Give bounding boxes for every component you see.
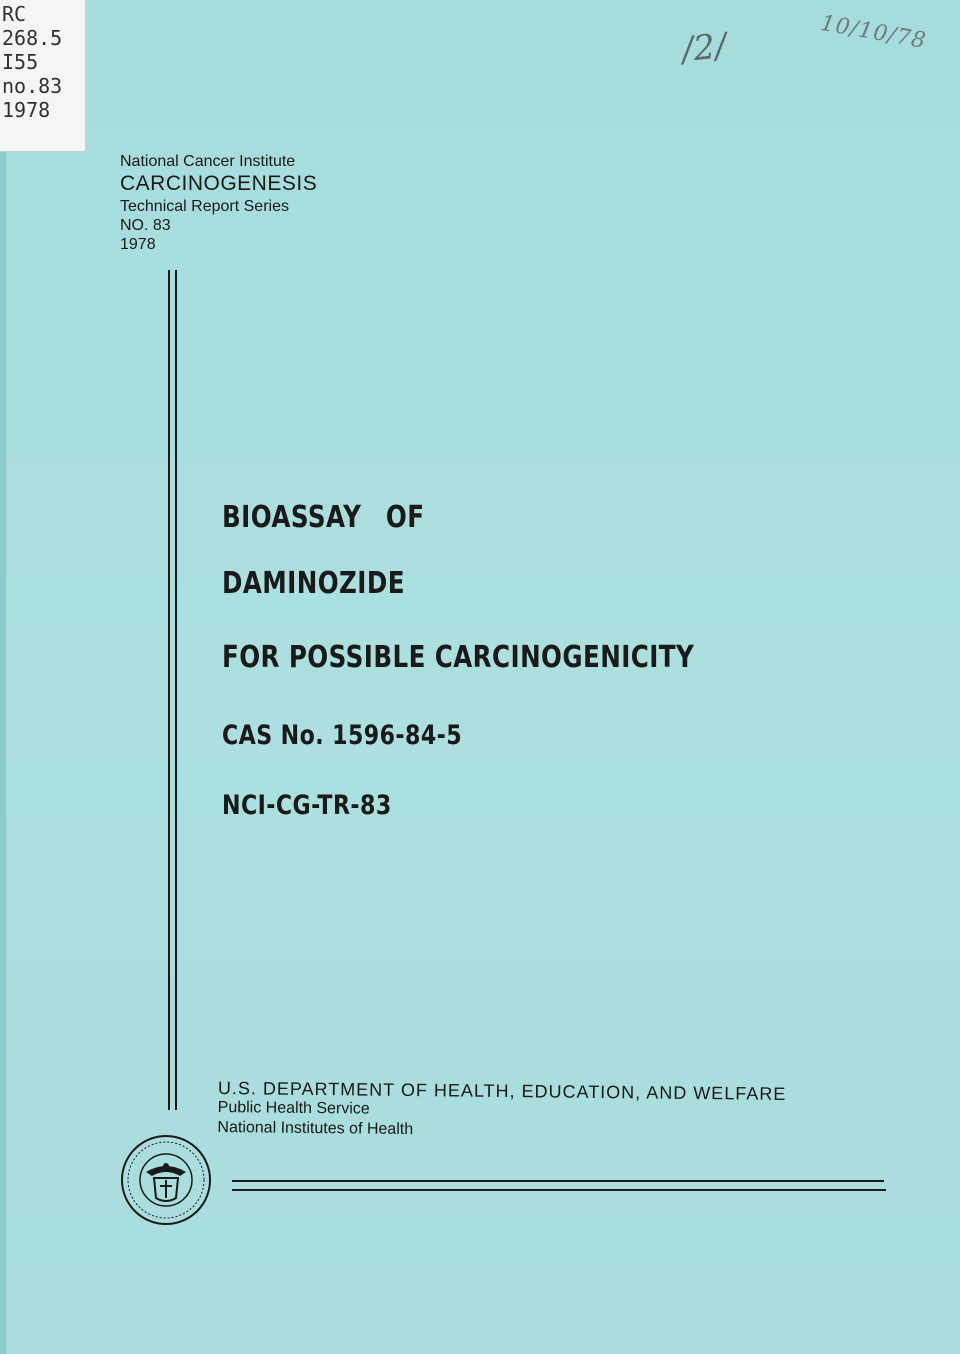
report-year: 1978 (120, 236, 156, 253)
page-edge (0, 0, 6, 1354)
series-block (120, 152, 317, 254)
vertical-rule (168, 270, 170, 1110)
call-number-line: no.83 (2, 74, 63, 98)
horizontal-rule (232, 1180, 884, 1182)
call-number-line: 1978 (2, 98, 51, 122)
title-word-bioassay: BIOASSAY (222, 500, 362, 535)
series-name: Technical Report Series (120, 198, 289, 215)
program-name: CARCINOGENESIS (120, 172, 318, 195)
title-line-3: FOR POSSIBLE CARCINOGENICITY (222, 640, 695, 675)
cas-number: CAS No. 1596-84-5 (222, 720, 463, 751)
title-word-of: OF (385, 500, 425, 535)
department-block (217, 1078, 786, 1144)
department-seal-icon (118, 1132, 214, 1228)
institutes-name: National Institutes of Health (217, 1118, 414, 1139)
call-number-line: 268.5 (2, 26, 63, 50)
call-number-line: I55 (2, 50, 39, 74)
handwritten-date: 10/10/78 (818, 10, 929, 55)
vertical-rule (175, 270, 177, 1110)
department-name: U.S. DEPARTMENT OF HEALTH, EDUCATION, AND WELFARE (217, 1078, 787, 1104)
title-line-2: DAMINOZIDE (222, 566, 405, 601)
call-number-line: RC (2, 2, 27, 26)
handwritten-note: /2/ (680, 25, 729, 71)
library-call-number-label (0, 0, 86, 152)
report-number: NO. 83 (120, 217, 171, 234)
institute-name: National Cancer Institute (120, 153, 296, 170)
horizontal-rule (232, 1189, 886, 1191)
title-line-1 (222, 500, 424, 535)
service-name: Public Health Service (217, 1098, 370, 1118)
report-id: NCI-CG-TR-83 (222, 790, 392, 821)
